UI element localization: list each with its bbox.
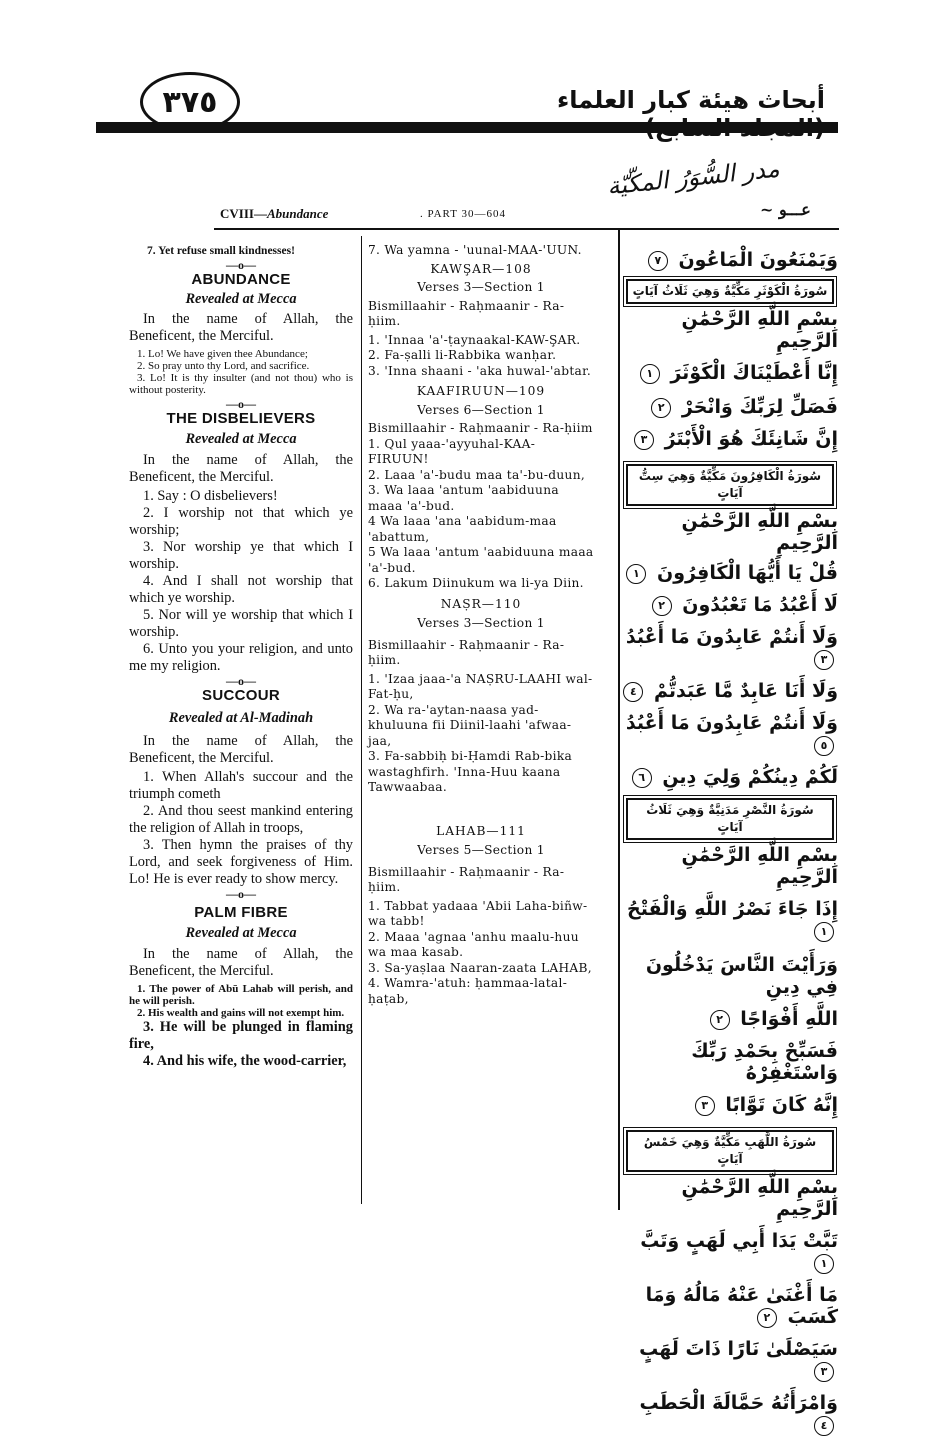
verse-line: 1. Qul yaaa-'ayyuhal-KAA-FIRUUN!: [368, 436, 536, 466]
ayah: [622, 562, 838, 584]
verse-line: 3. Then hymn the praises of thy Lord, and seek forgiveness of Him. Lo! He is ever ready to show mercy.: [129, 837, 353, 887]
ayah: [622, 766, 838, 788]
ayah: [622, 249, 838, 271]
verse-line: 4. And his wife, the wood-carrier,: [143, 1053, 347, 1069]
ayah-number: ٣: [814, 650, 834, 670]
verse-line: 4. And I shall not worship that which ye worship.: [129, 573, 353, 606]
verse-line: 1. Tabbat yadaaa 'Abii Laha-biñw-wa tabb!: [368, 898, 588, 928]
ayah-text: وَلَا أَنتُمْ عَابِدُونَ مَا أَعْبُدُ: [625, 626, 838, 648]
ayah: [622, 1338, 838, 1382]
separator: —o—: [226, 887, 256, 901]
ayah: [622, 396, 838, 418]
ayah-text: اللَّهِ أَفْوَاجًا: [740, 1008, 838, 1030]
revelation-place: Revealed at Al-Madinah: [168, 710, 314, 726]
ayah: [622, 428, 838, 450]
ayah-text: فَسَبِّحْ بِحَمْدِ رَبِّكَ وَاسْتَغْفِرْهُ: [691, 1040, 838, 1084]
ayah-text: إِنَّهُ كَانَ تَوَّابًا: [725, 1094, 838, 1116]
surah-title-box: سُورَةُ الْكَوْثَرِ مَكِّيَّةٌ وَهِيَ ثَلَاثُ آيَاتٍ: [626, 279, 834, 304]
verse-line: 1. When Allah's succour and the triumph cometh: [129, 769, 353, 802]
book-title: أبحاث هيئة كبار العلماء: [556, 86, 825, 114]
verse-line: 1. 'Innaa 'a'-ṭaynaakal-KAW-ŞAR.: [368, 332, 581, 347]
column-divider: [618, 230, 620, 1210]
ayah-text: وَامْرَأَتُهُ حَمَّالَةَ الْحَطَبِ: [639, 1392, 838, 1414]
verse-line: 5 Wa laaa 'antum 'aabiduuna maaa 'a'-bud.: [368, 545, 594, 575]
page-number: ٣٧٥: [140, 72, 240, 132]
ayah-text: مَا أَغْنَىٰ عَنْهُ مَالُهُ وَمَا كَسَبَ: [645, 1284, 838, 1328]
verses-section: Verses 3—Section 1: [417, 280, 545, 294]
bismillah: بِسْمِ اللَّهِ الرَّحْمَٰنِ الرَّحِيمِ: [681, 1176, 838, 1220]
bismillah-translation: In the name of Allah, the Beneficent, the Merciful.: [129, 733, 353, 766]
ayah-number: ٢: [652, 596, 672, 616]
verse-line: 2. And thou seest mankind entering the religion of Allah in troops,: [129, 803, 353, 836]
ayah-text: إِذَا جَاءَ نَصْرُ اللَّهِ وَالْفَتْحُ: [627, 898, 838, 920]
ayah-number: ٧: [648, 251, 668, 271]
ayah: [622, 1284, 838, 1328]
running-head-part: . PART 30—604: [420, 208, 506, 220]
transliteration-column: [368, 243, 594, 1007]
separator: —o—: [226, 397, 256, 411]
arabic-column: [622, 243, 838, 1436]
verse-line: 4 Wa laaa 'ana 'aabidum-maa 'abattum,: [368, 514, 557, 544]
surah-title-box: سُورَةُ النَّصْرِ مَدَنِيَّةٌ وَهِيَ ثَلَاثُ آيَاتٍ: [626, 798, 834, 840]
ayah-text: وَيَمْنَعُونَ الْمَاعُونَ: [678, 249, 838, 271]
bismillah: بِسْمِ اللَّهِ الرَّحْمَٰنِ الرَّحِيمِ: [681, 308, 838, 352]
verse-line: 2. Fa-ṣalli li-Rabbika wanḥar.: [368, 348, 557, 362]
verse-line: 2. His wealth and gains will not exempt him.: [137, 1007, 345, 1019]
verse-line: 2. Wa ra-'aytan-naasa yad-khuluuna fii Diinil-laahi 'afwaa-jaa,: [368, 702, 572, 748]
verse-line: 2. I worship not that which ye worship;: [129, 505, 353, 538]
ayah-number: ٣: [814, 1362, 834, 1382]
ayah-number: ٤: [623, 682, 643, 702]
verse-line: 3. Wa laaa 'antum 'aabiduuna maaa 'a'-bud.: [368, 483, 559, 513]
surah-heading: SUCCOUR: [202, 687, 280, 704]
verse-line: 3. Nor worship ye that which I worship.: [129, 539, 353, 572]
header-rule: [96, 122, 838, 133]
bismillah-translation: In the name of Allah, the Beneficent, the Merciful.: [129, 452, 353, 485]
running-head-italic: Abundance: [266, 206, 329, 221]
ayah-number: ١: [814, 922, 834, 942]
ayah-number: ٢: [710, 1010, 730, 1030]
ayah-number: ٢: [651, 398, 671, 418]
revelation-place: Revealed at Mecca: [185, 925, 297, 941]
ayah: [622, 594, 838, 616]
ayah: [622, 362, 838, 384]
surah-heading: KAWŞAR—108: [430, 261, 532, 276]
ayah: [622, 1230, 838, 1274]
bismillah: بِسْمِ اللَّهِ الرَّحْمَٰنِ الرَّحِيمِ: [681, 510, 838, 554]
ayah-number: ١: [814, 1254, 834, 1274]
ayah-text: سَيَصْلَىٰ نَارًا ذَاتَ لَهَبٍ: [639, 1338, 838, 1360]
running-head-right: عـــو ~: [760, 200, 811, 219]
verses-section: Verses 3—Section 1: [417, 616, 545, 630]
running-head-rule: [214, 228, 839, 230]
verse-line: 1. The power of Abū Lahab will perish, and he will perish.: [129, 983, 353, 1007]
ayah-text: لَا أَعْبُدُ مَا تَعْبُدُونَ: [682, 594, 838, 616]
bismillah-transliteration: Bismillaahir - Raḥmaanir - Ra-ḥiim.: [368, 298, 565, 328]
ayah-text: وَرَأَيْتَ النَّاسَ يَدْخُلُونَ فِي دِينِ: [645, 954, 838, 998]
ayah-text: وَلَا أَنَا عَابِدٌ مَّا عَبَدتُّمْ: [653, 680, 838, 702]
bismillah-transliteration: Bismillaahir - Raḥmaanir - Ra-ḥiim.: [368, 864, 565, 894]
bismillah-transliteration: Bismillaahir - Raḥmaanir - Ra-ḥiim: [368, 421, 593, 435]
surah-heading: PALM FIBRE: [194, 904, 288, 921]
ayah-text: إِنَّا أَعْطَيْنَاكَ الْكَوْثَرَ: [670, 362, 838, 384]
ayah-text: وَلَا أَنتُمْ عَابِدُونَ مَا أَعْبُدُ: [625, 712, 838, 734]
ayah-number: ٣: [695, 1096, 715, 1116]
ayah-text: فَصَلِّ لِرَبِّكَ وَانْحَرْ: [681, 396, 838, 418]
verse-line: 3. Fa-sabbiḥ bi-Ḥamdi Rab-bika wastaghfirh. 'Inna-Huu kaana Tawwaabaa.: [368, 749, 573, 794]
verse-line: 7. Wa yamna - 'uunal-MAA-'UUN.: [368, 243, 582, 257]
column-divider: [361, 236, 362, 1204]
verse-line: 2. So pray unto thy Lord, and sacrifice.: [137, 360, 310, 372]
handwritten-note: مدر السُّوَرُ المكّيّة: [605, 154, 781, 201]
running-head-roman: CVIII—: [220, 206, 267, 221]
bismillah-translation: In the name of Allah, the Beneficent, the Merciful.: [129, 946, 353, 979]
verse-line: 1. 'Izaa jaaa-'a NAṢRU-LAAHI wal-Fat-ḥu,: [368, 671, 593, 701]
running-head-left: [220, 206, 328, 222]
verse-line: 6. Lakum Diinukum wa li-ya Diin.: [368, 576, 584, 590]
ayah-text: إِنَّ شَانِئَكَ هُوَ الْأَبْتَرُ: [664, 428, 838, 450]
verse-line: 5. Nor will ye worship that which I worship.: [129, 607, 353, 640]
ayah-number: ٤: [814, 1416, 834, 1436]
english-column: [129, 245, 353, 1070]
ayah: [622, 680, 838, 702]
ayah: [622, 1094, 838, 1116]
revelation-place: Revealed at Mecca: [185, 291, 297, 307]
ayah: [622, 898, 838, 942]
ayah: [622, 1008, 838, 1030]
surah-heading: KAAFIRUUN—109: [416, 384, 546, 398]
surah-heading: ABUNDANCE: [191, 271, 291, 288]
verse-line: 3. Sa-yaṣlaa Naaran-zaata LAHAB,: [368, 960, 592, 975]
ayah-number: ٢: [757, 1308, 777, 1328]
revelation-place: Revealed at Mecca: [185, 431, 297, 447]
separator: —o—: [226, 258, 256, 272]
separator: —o—: [226, 674, 256, 688]
ayah-number: ١: [640, 364, 660, 384]
verse-line: 6. Unto you your religion, and unto me my religion.: [129, 641, 353, 674]
surah-heading: THE DISBELIEVERS: [166, 410, 316, 427]
verse-line: 2. Maaa 'agnaa 'anhu maalu-huu wa maa kasab.: [368, 929, 579, 959]
verse-line: 4. Wamra-'atuh: ḥammaa-latal-ḥaṭab,: [368, 976, 568, 1006]
ayah-number: ٥: [814, 736, 834, 756]
surah-title-box: سُورَةُ اللَّهَبِ مَكِّيَّةٌ وَهِيَ خَمْسُ آيَاتٍ: [626, 1130, 834, 1172]
bismillah-translation: In the name of Allah, the Beneficent, the Merciful.: [129, 311, 353, 344]
surah-heading: LAHAB—111: [436, 823, 526, 838]
ayah-number: ٣: [634, 430, 654, 450]
ayah-number: ٦: [632, 768, 652, 788]
verse-line: 1. Lo! We have given thee Abundance;: [137, 348, 308, 360]
verse-line: 3. 'Inna shaani - 'aka huwal-'abtar.: [368, 363, 592, 378]
verse-line: 3. He will be plunged in flaming fire,: [129, 1019, 353, 1052]
surah-title-box: سُورَةُ الْكَافِرُونَ مَكِّيَّةٌ وَهِيَ سِتُّ آيَاتٍ: [626, 464, 834, 506]
ayah-text: لَكُمْ دِينُكُمْ وَلِيَ دِينِ: [662, 766, 838, 788]
bismillah: بِسْمِ اللَّهِ الرَّحْمَٰنِ الرَّحِيمِ: [681, 844, 838, 888]
ayah-text: قُلْ يَا أَيُّهَا الْكَافِرُونَ: [657, 562, 838, 584]
ayah-number: ١: [626, 564, 646, 584]
verse-line: 1. Say : O disbelievers!: [143, 488, 278, 504]
verse-line: 2. Laaa 'a'-budu maa ta'-bu-duun,: [368, 467, 586, 482]
bismillah-transliteration: Bismillaahir - Raḥmaanir - Ra-ḥiim.: [368, 637, 565, 667]
surah-heading: NAṢR—110: [440, 596, 522, 611]
verses-section: Verses 6—Section 1: [417, 402, 545, 417]
verse-line: 7. Yet refuse small kindnesses!: [147, 245, 295, 257]
verses-section: Verses 5—Section 1: [417, 843, 545, 857]
ayah: [622, 626, 838, 670]
ayah-text: تَبَّتْ يَدَا أَبِي لَهَبٍ وَتَبَّ: [640, 1230, 838, 1252]
ayah: [622, 712, 838, 756]
ayah: [622, 1392, 838, 1436]
verse-line: 3. Lo! It is thy insulter (and not thou) who is without posterity.: [129, 372, 353, 396]
